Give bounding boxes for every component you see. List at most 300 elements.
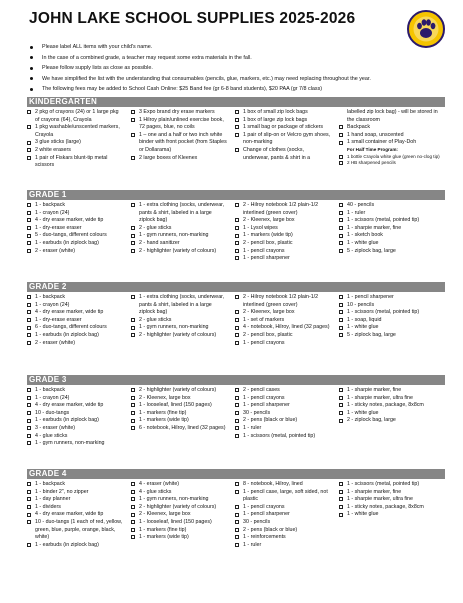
checkbox[interactable] (131, 520, 135, 524)
supply-column (339, 387, 443, 425)
checkbox[interactable] (339, 125, 343, 129)
supply-item (27, 542, 123, 550)
supply-item-label: 1 - pencil case, large, soft sided, not plastic (243, 488, 328, 503)
checkbox[interactable] (27, 318, 31, 322)
checkbox[interactable] (339, 411, 343, 415)
supply-item-label: 1 - markers (wide tip) (139, 417, 189, 424)
supply-item-label: 1 - sharpie marker, fine (347, 488, 402, 495)
supply-item (131, 387, 227, 395)
supply-item (339, 217, 443, 225)
checkbox[interactable] (131, 110, 135, 114)
supply-item (131, 232, 227, 240)
checkbox[interactable] (27, 303, 31, 307)
checkbox[interactable] (27, 249, 31, 253)
checkbox[interactable] (131, 513, 135, 517)
checkbox[interactable] (131, 241, 135, 245)
supply-item-label: 2 large boxes of Kleenex (139, 154, 198, 161)
checkbox[interactable] (339, 318, 343, 322)
checkbox[interactable] (235, 426, 239, 430)
supply-column (339, 481, 443, 519)
supply-item (27, 109, 123, 124)
supply-item (27, 425, 123, 433)
section-header: GRADE 1 (27, 190, 445, 200)
checkbox[interactable] (27, 543, 31, 547)
checkbox[interactable] (131, 490, 135, 494)
supply-item (131, 504, 227, 512)
supply-item-label: 1 - pencil crayons (243, 394, 285, 401)
supply-item-label: 1 - white glue (347, 324, 379, 331)
checkbox[interactable] (339, 333, 343, 337)
supply-item (131, 489, 227, 497)
checkbox[interactable] (339, 218, 343, 222)
checkbox[interactable] (131, 234, 135, 238)
supply-item-label: 1 - binder 2", no zipper (35, 488, 89, 495)
checkbox[interactable] (235, 543, 239, 547)
checkbox[interactable] (131, 156, 135, 160)
supply-item-label: 1 - markers (fine tip) (139, 526, 187, 533)
supply-item (27, 317, 123, 325)
checkbox[interactable] (27, 434, 31, 438)
checkbox[interactable] (27, 441, 31, 445)
checkbox[interactable] (131, 411, 135, 415)
checkbox[interactable] (235, 218, 239, 222)
supply-item (131, 481, 227, 489)
supply-item (131, 402, 227, 410)
supply-item-label: 1 - dividers (35, 503, 61, 510)
supply-item-label: 1 - ruler (347, 209, 366, 216)
supply-item-label: 1 - gym runners, non-marking (139, 324, 209, 331)
supply-item (131, 534, 227, 542)
supply-item (235, 395, 331, 403)
checkbox[interactable] (235, 333, 239, 337)
checkbox[interactable] (339, 310, 343, 314)
checkbox[interactable] (339, 403, 343, 407)
checkbox[interactable] (235, 226, 239, 230)
supply-item (339, 387, 443, 395)
checkbox[interactable] (339, 505, 343, 509)
supply-item-label: 1 - pencil crayons (243, 503, 285, 510)
checkbox[interactable] (131, 426, 135, 430)
supply-item-label: 6 - notebook, Hilroy, lined (32 pages) (139, 424, 226, 431)
note-item: In the case of a combined grade, a teacher may request some extra materials in the fall. (30, 53, 410, 64)
checkbox[interactable] (27, 482, 31, 486)
supply-item (339, 332, 443, 340)
checkbox[interactable] (131, 535, 135, 539)
checkbox[interactable] (339, 303, 343, 307)
checkbox[interactable] (339, 490, 343, 494)
supply-item (27, 217, 123, 225)
checkbox[interactable] (131, 203, 135, 207)
checkbox[interactable] (235, 513, 239, 517)
supply-item (27, 332, 123, 340)
supply-item-label: 4 - glue sticks (139, 488, 172, 495)
supply-column (339, 294, 443, 340)
supply-item (131, 317, 227, 325)
checkbox[interactable] (27, 520, 31, 524)
supply-item-label: 1 - set of markers (243, 316, 285, 323)
checkbox[interactable] (235, 118, 239, 122)
supply-item-label: 3 - eraser (white) (35, 424, 76, 431)
supply-item (131, 202, 227, 225)
checkbox[interactable] (235, 234, 239, 238)
supply-column (27, 202, 123, 255)
supply-item-label: 1 - crayon (24) (35, 394, 70, 401)
section-header: GRADE 4 (27, 469, 445, 479)
supply-item-label: 2 - pens (black or blue) (243, 417, 298, 424)
supply-item (235, 294, 331, 309)
supply-item-label: 2 - highlighter (variety of colours) (139, 503, 217, 510)
supply-column (27, 109, 123, 170)
checkbox[interactable] (235, 434, 239, 438)
checkbox[interactable] (235, 490, 239, 494)
checkbox[interactable] (27, 333, 31, 337)
supply-item (131, 117, 227, 132)
checkbox[interactable] (235, 482, 239, 486)
checkbox[interactable] (27, 295, 31, 299)
supply-item-label: 1 - soap, liquid (347, 316, 382, 323)
checkbox[interactable] (235, 326, 239, 330)
supply-item (235, 504, 331, 512)
supply-item (235, 147, 331, 162)
supply-item-label: 2 - Kleenex, large box (243, 217, 295, 224)
supply-item (235, 387, 331, 395)
checkbox[interactable] (27, 241, 31, 245)
supply-item-label: 4 - notebook, Hilroy, lined (32 pages) (243, 324, 330, 331)
checkbox[interactable] (27, 326, 31, 330)
supply-item-label: 1 pair of Fiskars blunt-tip metal scissors (35, 154, 108, 169)
supply-item-label: 1 - white glue (347, 409, 379, 416)
supply-item (235, 248, 331, 256)
supply-item-label: 1 - white glue (347, 239, 379, 246)
supply-item (339, 240, 443, 248)
supply-item-label: 2 - pencil box, plastic (243, 239, 293, 246)
supply-item-label: 2 white erasers (35, 146, 71, 153)
supply-item (235, 340, 331, 348)
supply-item-label: 2 - eraser (white) (35, 339, 76, 346)
supply-item-label: 2 - highlighter (variety of colours) (139, 387, 217, 393)
note-item: Please label ALL items with your child's name. (30, 42, 410, 53)
section-kindergarten (27, 97, 445, 169)
checkbox[interactable] (27, 226, 31, 230)
supply-item (235, 425, 331, 433)
supply-item (235, 217, 331, 225)
supply-item-label: 1 Hilroy plain/unlined exercise book, 72 pages, blue, no coils (139, 116, 224, 131)
supply-item-label: 1 - day planner (35, 496, 71, 503)
checkbox[interactable] (131, 249, 135, 253)
checkbox[interactable] (27, 148, 31, 152)
supply-item-label: 1 - ruler (243, 541, 262, 548)
checkbox[interactable] (339, 513, 343, 517)
checkbox[interactable] (27, 125, 31, 129)
checkbox[interactable] (235, 133, 239, 137)
checkbox[interactable] (131, 318, 135, 322)
checkbox[interactable] (27, 490, 31, 494)
supply-column (235, 109, 331, 162)
checkbox[interactable] (235, 396, 239, 400)
checkbox[interactable] (235, 528, 239, 532)
checkbox[interactable] (235, 535, 239, 539)
checkbox[interactable] (27, 211, 31, 215)
supply-item (131, 294, 227, 317)
checkbox[interactable] (235, 520, 239, 524)
section-grade-2 (27, 282, 445, 346)
supply-item-label: 1 - markers (wide tip) (139, 534, 189, 541)
supply-item (339, 489, 443, 497)
supply-item-label: 30 - pencils (243, 518, 271, 525)
supply-item (27, 210, 123, 218)
supply-item-label: 2 - pencil box, plastic (243, 331, 293, 338)
checkbox[interactable] (339, 211, 343, 215)
checkbox[interactable] (27, 388, 31, 392)
supply-item (131, 248, 227, 256)
supply-item-label: 1 - white glue (347, 511, 379, 518)
checkbox[interactable] (131, 133, 135, 137)
checkbox[interactable] (27, 403, 31, 407)
supply-item (27, 496, 123, 504)
supply-item-label: 1 - sticky notes, package, 8x8cm (347, 503, 424, 510)
supply-item-label: 1 - earbuds (in ziplock bag) (35, 331, 99, 338)
checkbox[interactable] (235, 310, 239, 314)
checkbox[interactable] (27, 310, 31, 314)
supply-item (27, 440, 123, 448)
checkbox[interactable] (235, 411, 239, 415)
supply-item (339, 309, 443, 317)
checkbox[interactable] (27, 341, 31, 345)
supply-item-label: 1 - earbuds (in ziplock bag) (35, 239, 99, 246)
supply-item (131, 225, 227, 233)
supply-item (235, 527, 331, 535)
supply-item-label: 1 – one and a half or two inch white binder with front pocket (from Staples or Dollarama) (139, 131, 227, 153)
checkbox[interactable] (339, 241, 343, 245)
supply-item (339, 302, 443, 310)
supply-item-label: 1 - pencil sharpener (243, 511, 290, 518)
supply-column (235, 387, 331, 440)
checkbox[interactable] (235, 341, 239, 345)
supply-item-label: 2 HB sharpened pencils (347, 160, 396, 166)
supply-item (27, 240, 123, 248)
supply-item-label: 1 - ruler (243, 424, 262, 431)
supply-item (235, 117, 331, 125)
checkbox[interactable] (27, 141, 31, 145)
checkbox[interactable] (339, 419, 343, 423)
checkbox[interactable] (339, 141, 343, 145)
checkbox[interactable] (235, 249, 239, 253)
supply-item (339, 294, 443, 302)
supply-item (339, 160, 443, 167)
supply-item-label: 8 - notebook, Hilroy, lined (243, 481, 303, 487)
section-header: GRADE 3 (27, 375, 445, 385)
supply-item-label: 2 - hand sanitizer (139, 239, 180, 246)
supply-item-label: 1 - scissors (metal, pointed tip) (243, 432, 316, 439)
note-item: The following fees may be added to School Cash Online: $25 Band fee (gr 6-8 band students), $20 PAA (gr 7/8 class) (30, 84, 410, 95)
supply-item (131, 527, 227, 535)
checkbox[interactable] (235, 505, 239, 509)
supply-item-label: 1 - extra clothing (socks, underwear, pants & shirt, labeled in a large ziplock bag) (139, 294, 225, 316)
supply-item (235, 109, 331, 117)
checkbox[interactable] (27, 110, 31, 114)
supply-item (235, 202, 331, 217)
checkbox[interactable] (235, 241, 239, 245)
supply-item-label: 1 - gym runners, non-marking (139, 232, 209, 239)
supply-item (235, 332, 331, 340)
checkbox[interactable] (131, 388, 135, 392)
supply-item-label: 1 - pencil crayons (243, 247, 285, 254)
supply-item (235, 309, 331, 317)
supply-item-label: 1 - reinforcements (243, 534, 286, 541)
supply-item (235, 124, 331, 132)
checkbox[interactable] (27, 497, 31, 501)
supply-item-label: 5 - duo-tangs, different colours (35, 232, 107, 239)
supply-item (27, 155, 123, 170)
checkbox[interactable] (235, 125, 239, 129)
checkbox[interactable] (235, 203, 239, 207)
checkbox[interactable] (27, 203, 31, 207)
section-grade-1 (27, 190, 445, 262)
supply-item (131, 410, 227, 418)
supply-item-label: 1 - pencil sharpener (243, 255, 290, 262)
supply-item (235, 324, 331, 332)
supply-item-label: 1 - scissors (metal, pointed tip) (347, 481, 420, 487)
supply-column (339, 109, 443, 167)
checkbox[interactable] (27, 505, 31, 509)
supply-item-label: 1 - backpack (35, 202, 66, 208)
checkbox[interactable] (131, 505, 135, 509)
supply-item (27, 340, 123, 348)
supply-item-label: 10 - duo-tangs (1 each of red, yellow, green, blue, purple, orange, black, white) (35, 518, 123, 541)
checkbox[interactable] (339, 388, 343, 392)
supply-item (131, 155, 227, 163)
supply-item (131, 109, 227, 117)
supply-item-label: 1 bottle Crayola white glue (green no-clog tip) (347, 153, 440, 159)
supply-item (235, 519, 331, 527)
checkbox[interactable] (339, 249, 343, 253)
supply-item-label: 2 - Kleenex, large box (139, 511, 191, 518)
supply-item-label: 40 - pencils (347, 202, 375, 208)
checkbox[interactable] (131, 118, 135, 122)
supply-item (235, 481, 331, 489)
checkbox[interactable] (131, 419, 135, 423)
checkbox[interactable] (27, 411, 31, 415)
supply-item-label: 1 - dry-erase eraser (35, 316, 82, 323)
supply-item (27, 202, 123, 210)
supply-item-label: 1 - sharpie marker, ultra fine (347, 394, 413, 401)
checkbox[interactable] (339, 396, 343, 400)
supply-item-label: 1 - sticky notes, package, 8x8cm (347, 402, 424, 409)
checkbox[interactable] (131, 482, 135, 486)
supply-column (27, 387, 123, 448)
checkbox[interactable] (235, 256, 239, 260)
checkbox[interactable] (27, 513, 31, 517)
supply-item-label: 1 - pencil sharpener (347, 294, 394, 300)
supply-item-label: 1 - looseleaf, lined (150 pages) (139, 518, 212, 525)
checkbox[interactable] (27, 426, 31, 430)
supply-item-label: 1 - crayon (24) (35, 209, 70, 216)
checkbox[interactable] (235, 148, 239, 152)
supply-item (27, 511, 123, 519)
supply-item (339, 232, 443, 240)
checkbox[interactable] (339, 295, 343, 299)
supply-item-label: 1 - looseleaf, lined (150 pages) (139, 402, 212, 409)
section-header: KINDERGARTEN (27, 97, 445, 107)
checkbox[interactable] (131, 528, 135, 532)
supply-item (339, 225, 443, 233)
checkbox[interactable] (235, 419, 239, 423)
supply-item-label: 1 - crayon (24) (35, 301, 70, 308)
supply-column (27, 481, 123, 549)
supply-item (339, 417, 443, 425)
supply-column (235, 481, 331, 549)
supply-item-label: 1 - extra clothing (socks, underwear, pants & shirt, labeled in a large ziplock bag) (139, 202, 225, 224)
checkbox[interactable] (339, 234, 343, 238)
supply-item-label: 2 - pens (black or blue) (243, 526, 298, 533)
checkbox[interactable] (131, 326, 135, 330)
checkbox[interactable] (27, 234, 31, 238)
supply-item-label: For Half Time Program: (347, 146, 398, 152)
checkbox[interactable] (339, 226, 343, 230)
supply-item-label: 1 - earbuds (in ziplock bag) (35, 417, 99, 424)
checkbox[interactable] (339, 155, 343, 159)
checkbox[interactable] (235, 318, 239, 322)
supply-item (27, 309, 123, 317)
supply-item (27, 302, 123, 310)
checkbox[interactable] (131, 396, 135, 400)
supply-item-label: 2 - ziplock bag, large (347, 417, 396, 424)
supply-item-label: 2 - pencil cases (243, 387, 280, 393)
supply-item-label: 1 box of small zip lock bags (243, 109, 308, 115)
supply-item (339, 410, 443, 418)
checkbox[interactable] (27, 156, 31, 160)
supply-item (339, 324, 443, 332)
supply-item-label: 1 small bag or package of stickers (243, 124, 324, 131)
checkbox[interactable] (339, 482, 343, 486)
school-logo (407, 10, 445, 48)
checkbox[interactable] (235, 403, 239, 407)
supply-item (27, 387, 123, 395)
supply-item-label: 30 - pencils (243, 409, 271, 416)
supply-item (235, 511, 331, 519)
checkbox[interactable] (339, 133, 343, 137)
supply-item (235, 240, 331, 248)
supply-item-label: 2 - highlighter (variety of colours) (139, 247, 217, 254)
checkbox[interactable] (27, 218, 31, 222)
checkbox[interactable] (339, 497, 343, 501)
checkbox[interactable] (131, 295, 135, 299)
supply-item-label: 6 - duo-tangs, different colours (35, 324, 107, 331)
checkbox[interactable] (339, 161, 343, 165)
checkbox[interactable] (339, 203, 343, 207)
supply-item (131, 519, 227, 527)
checkbox[interactable] (131, 333, 135, 337)
checkbox[interactable] (27, 396, 31, 400)
supply-item-label: 1 - sketch book (347, 232, 383, 239)
supply-item-label: 1 small container of Play-Doh (347, 139, 417, 146)
supply-item (27, 489, 123, 497)
supply-item (339, 147, 443, 154)
checkbox[interactable] (235, 110, 239, 114)
checkbox[interactable] (235, 388, 239, 392)
note-item: We have simplified the list with the understanding that consumables (pencils, glue, markers, etc.) may need replacing throughout the year. (30, 74, 410, 85)
checkbox[interactable] (339, 326, 343, 330)
checkbox[interactable] (27, 419, 31, 423)
checkbox[interactable] (131, 226, 135, 230)
supply-item-label: 1 - gym runners, non-marking (35, 440, 105, 447)
supply-item (131, 332, 227, 340)
checkbox[interactable] (131, 403, 135, 407)
supply-item (339, 481, 443, 489)
checkbox[interactable] (235, 295, 239, 299)
section-grade-3 (27, 375, 445, 447)
checkbox[interactable] (131, 497, 135, 501)
